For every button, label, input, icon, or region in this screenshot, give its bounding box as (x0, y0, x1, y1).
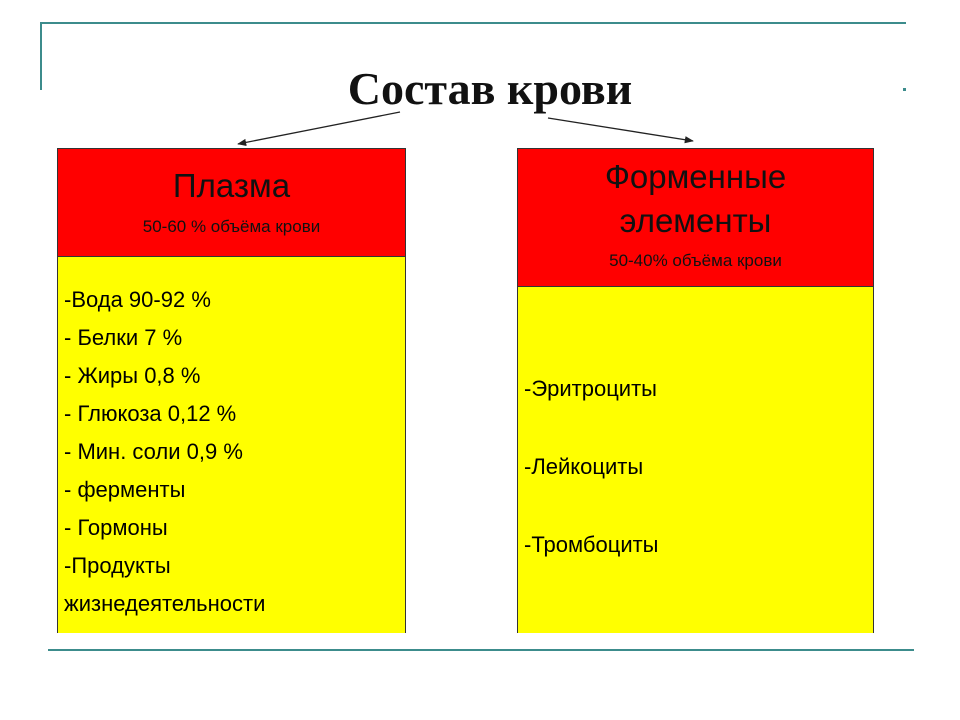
plasma-composition-list (58, 257, 405, 633)
list-item: -Продукты (64, 553, 171, 578)
plasma-header (58, 149, 405, 257)
formed-elements-box (517, 148, 874, 633)
arrow-to-formed-elements (548, 118, 693, 141)
formed-elements-list (518, 287, 873, 633)
list-item: - Глюкоза 0,12 % (64, 401, 237, 426)
plasma-box (57, 148, 406, 633)
list-item: - Жиры 0,8 % (64, 363, 201, 388)
list-item: - Белки 7 % (64, 325, 183, 350)
list-item: - Гормоны (64, 515, 168, 540)
plasma-subheading: 50-60 % объёма крови (142, 217, 321, 236)
list-item: -Тромбоциты (524, 532, 659, 557)
list-item: -Вода 90-92 % (64, 287, 211, 312)
list-item: -Эритроциты (524, 376, 657, 401)
page-title: Состав крови (347, 63, 633, 114)
formed-elements-subheading: 50-40% объёма крови (609, 251, 782, 270)
list-item: - ферменты (64, 477, 186, 502)
formed-elements-header (518, 149, 873, 287)
formed-elements-heading (518, 149, 873, 243)
arrow-to-plasma (238, 112, 400, 144)
list-item: жизнедеятельности (64, 591, 266, 616)
list-item: -Лейкоциты (524, 454, 644, 479)
list-item: - Мин. соли 0,9 % (64, 439, 243, 464)
plasma-heading: Плазма (172, 167, 291, 204)
formed-elements-heading-line1: Форменные (604, 158, 787, 195)
formed-elements-heading-line2: элементы (619, 202, 772, 239)
